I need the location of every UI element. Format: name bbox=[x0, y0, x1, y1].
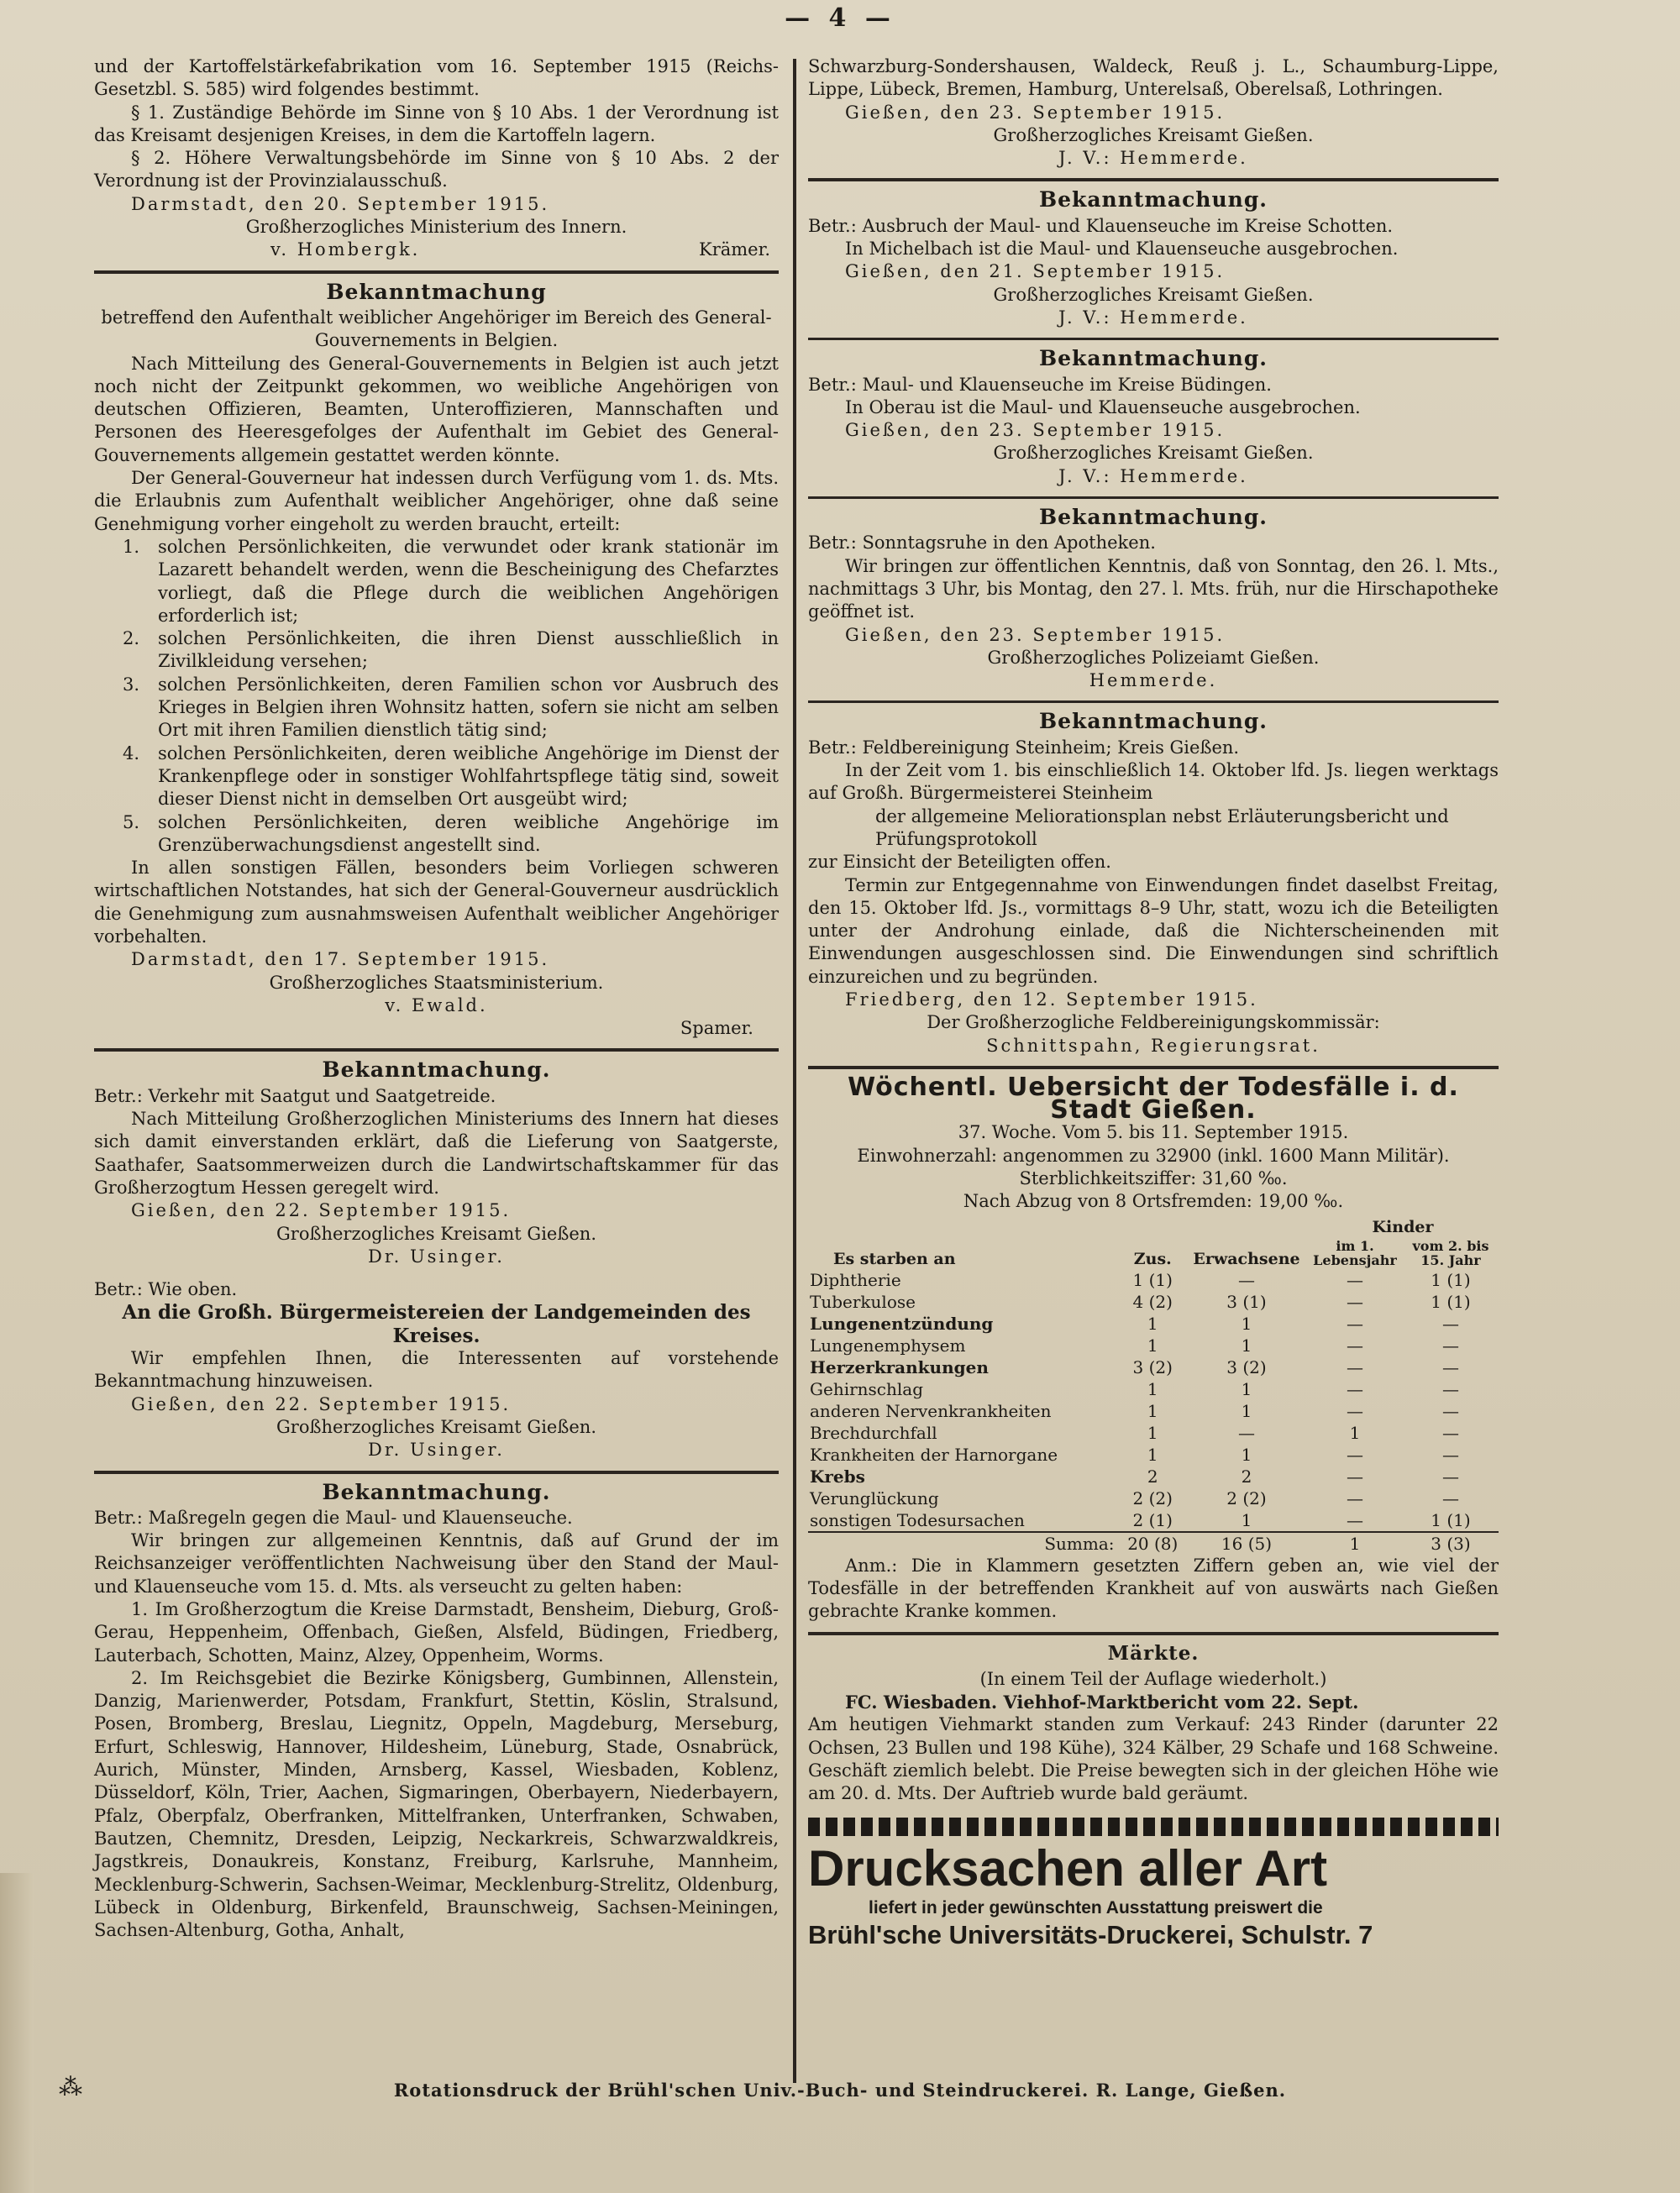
table-row bbox=[808, 1487, 1499, 1509]
list-item: 4. solchen Persönlichkeiten, deren weibliche Angehörige im Dienst der Krankenpflege oder in sonstiger Wohlfahrtspflege tätig sind, soweit dieser Dienst nicht in demselben Ort ausgeübt wird; bbox=[123, 742, 779, 810]
section-rule bbox=[808, 178, 1499, 181]
place-date: Gießen, den 23. September 1915. bbox=[845, 624, 1226, 645]
table-cell: — bbox=[1347, 1356, 1363, 1377]
ad-border bbox=[808, 1818, 1499, 1836]
signature: Krämer. bbox=[699, 239, 770, 260]
paragraph: In Michelbach ist die Maul- und Klauenseuche ausgebrochen. bbox=[845, 239, 1399, 260]
table-cell: Brechdurchfall bbox=[810, 1422, 937, 1443]
stats-population: Einwohnerzahl: angenommen zu 32900 (inkl. 1600 Mann Militär). bbox=[857, 1145, 1450, 1166]
notice-feldbereinigung bbox=[808, 710, 1499, 1057]
printer-imprint: Rotationsdruck der Brühl'schen Univ.-Buch- und Steindruckerei. R. Lange, Gießen. bbox=[393, 2080, 1287, 2101]
notice-kartoffel bbox=[94, 55, 779, 262]
table-cell: 2 (1) bbox=[1132, 1509, 1173, 1530]
paragraph: zur Einsicht der Beteiligten offen. bbox=[808, 852, 1111, 873]
signature: Schnittspahn, Regierungsrat. bbox=[986, 1035, 1320, 1056]
numbered-list bbox=[94, 536, 779, 857]
authority: Großherzogliches Kreisamt Gießen. bbox=[993, 443, 1314, 464]
table-cell: 1 bbox=[1147, 1444, 1158, 1465]
ornament: ⁂ bbox=[59, 2073, 86, 2101]
section-rule bbox=[808, 496, 1499, 499]
table-cell: 1 bbox=[1147, 1422, 1158, 1443]
stats-title: Wöchentl. Uebersicht der Todesfälle i. d. Stadt Gießen. bbox=[848, 1072, 1459, 1125]
subject-line: Betr.: Wie oben. bbox=[94, 1279, 238, 1300]
table-row bbox=[808, 1400, 1499, 1422]
paragraph: und der Kartoffelstärkefabrikation vom 16. September 1915 (Reichs-Gesetzbl. S. 585) wird folgendes bestimmt. bbox=[94, 56, 779, 100]
table-cell: 1 bbox=[1241, 1378, 1252, 1399]
table-row bbox=[808, 1422, 1499, 1444]
table-cell: — bbox=[1442, 1335, 1459, 1356]
notice-title: Bekanntmachung. bbox=[322, 1057, 551, 1083]
table-cell: — bbox=[1347, 1291, 1363, 1312]
table-cell: 1 bbox=[1147, 1313, 1158, 1334]
table-cell: sonstigen Todesursachen bbox=[810, 1509, 1025, 1530]
table-cell: — bbox=[1442, 1313, 1459, 1334]
place-date: Gießen, den 22. September 1915. bbox=[131, 1393, 512, 1414]
table-cell: 3 (2) bbox=[1132, 1356, 1173, 1377]
table-cell: Krebs bbox=[810, 1466, 865, 1487]
place-date: Gießen, den 23. September 1915. bbox=[845, 420, 1226, 441]
table-row bbox=[808, 1313, 1499, 1335]
signature: J. V.: Hemmerde. bbox=[1058, 148, 1248, 169]
table-cell: 1 (1) bbox=[1431, 1509, 1471, 1530]
table-row bbox=[808, 1291, 1499, 1313]
table-row bbox=[808, 1378, 1499, 1400]
table-cell: — bbox=[1238, 1269, 1255, 1290]
table-cell: 1 bbox=[1241, 1400, 1252, 1421]
stats-rate-adjusted: Nach Abzug von 8 Ortsfremden: 19,00 ‰. bbox=[963, 1191, 1344, 1212]
paragraph: In Oberau ist die Maul- und Klauenseuche ausgebrochen. bbox=[845, 396, 1361, 417]
signature: v. Ewald. bbox=[385, 994, 488, 1015]
page-number: — 4 — bbox=[785, 3, 895, 33]
section-rule bbox=[808, 1066, 1499, 1069]
table-header: Es starben an bbox=[833, 1249, 956, 1268]
place-date: Friedberg, den 12. September 1915. bbox=[845, 989, 1258, 1010]
table-cell: 1 bbox=[1241, 1444, 1252, 1465]
print-advertisement bbox=[808, 1841, 1499, 1951]
subject-line: Betr.: Verkehr mit Saatgut und Saatgetreide. bbox=[94, 1085, 496, 1106]
table-cell: — bbox=[1442, 1466, 1459, 1487]
notice-subtitle: betreffend den Aufenthalt weiblicher Angehöriger im Bereich des General-Gouvernements in Belgien. bbox=[101, 307, 772, 351]
paragraph: Schwarzburg-Sondershausen, Waldeck, Reuß j. L., Schaumburg-Lippe, Lippe, Lübeck, Bremen, Hamburg, Unterelsaß, Oberelsaß, Lothringen. bbox=[808, 56, 1499, 100]
paragraph: Nach Mitteilung des General-Gouvernements in Belgien ist auch jetzt noch nicht der Zeitpunkt gekommen, wo weibliche Angehörigen von deutschen Offizieren, Beamten, Unteroffizieren, Mannschaften und Personen des Heeresgefolges der Aufenthalt im Gebiet des General-Gouvernements allgemein gestattet werden könnte. bbox=[94, 353, 779, 465]
table-cell: — bbox=[1347, 1509, 1363, 1530]
ad-tagline: liefert in jeder gewünschten Ausstattung preiswert die bbox=[869, 1897, 1323, 1918]
ad-firm: Brühl'sche Universitäts-Druckerei, Schulstr. 7 bbox=[808, 1919, 1373, 1949]
table-row bbox=[808, 1335, 1499, 1356]
table-cell: — bbox=[1442, 1444, 1459, 1465]
markets bbox=[808, 1642, 1499, 1806]
table-cell: Verunglückung bbox=[810, 1487, 939, 1508]
notice-title: Bekanntmachung bbox=[326, 279, 547, 304]
table-cell: 1 (1) bbox=[1132, 1269, 1173, 1290]
notice-seuche-fortsetzung bbox=[808, 55, 1499, 170]
table-cell: — bbox=[1238, 1422, 1255, 1443]
paragraph: Termin zur Entgegennahme von Einwendungen findet daselbst Freitag, den 15. Oktober lfd. Js., vormittags 8–9 Uhr, statt, wozu ich die Beteiligten unter der Androhung einlade, daß die Nichterscheinenden mit Einwendungen ausgeschlossen sind. Die Einwendungen sind schriftlich einzureichen und zu begründen. bbox=[808, 874, 1499, 987]
table-cell: 1 bbox=[1147, 1335, 1158, 1356]
stats-week: 37. Woche. Vom 5. bis 11. September 1915. bbox=[958, 1122, 1349, 1143]
table-cell: — bbox=[1347, 1466, 1363, 1487]
paragraph: § 2. Höhere Verwaltungsbehörde im Sinne von § 10 Abs. 2 der Verordnung ist der Provinzialausschuß. bbox=[94, 148, 779, 191]
notice-title: Bekanntmachung. bbox=[1038, 505, 1268, 530]
subject-line: Betr.: Ausbruch der Maul- und Klauenseuche im Kreise Schotten. bbox=[808, 215, 1394, 236]
table-row bbox=[808, 1509, 1499, 1532]
table-cell: 1 (1) bbox=[1431, 1291, 1471, 1312]
authority: Großherzogliches Kreisamt Gießen. bbox=[276, 1223, 596, 1244]
table-cell: 1 bbox=[1241, 1313, 1252, 1334]
table-cell: 1 (1) bbox=[1431, 1269, 1471, 1290]
table-cell: 3 (2) bbox=[1226, 1356, 1267, 1377]
table-cell: anderen Nervenkrankheiten bbox=[810, 1400, 1052, 1421]
paragraph: Wir bringen zur öffentlichen Kenntnis, daß von Sonntag, den 26. l. Mts., nachmittags 3 Uhr, bis Montag, den 27. l. Mts. früh, nur die Hirschapotheke geöffnet ist. bbox=[808, 555, 1499, 622]
table-cell: 1 bbox=[1241, 1509, 1252, 1530]
table-cell: Herzerkrankungen bbox=[810, 1356, 989, 1377]
table-body bbox=[808, 1269, 1499, 1532]
table-cell: Lungenemphysem bbox=[810, 1335, 966, 1356]
authority: Großherzogliches Staatsministerium. bbox=[269, 972, 604, 993]
signature: Dr. Usinger. bbox=[368, 1440, 505, 1461]
table-cell: Gehirnschlag bbox=[810, 1378, 923, 1399]
table-cell: 2 bbox=[1241, 1466, 1252, 1487]
place-date: Darmstadt, den 17. September 1915. bbox=[131, 949, 550, 970]
page-edge-wear bbox=[0, 1873, 34, 2193]
table-cell: — bbox=[1347, 1269, 1363, 1290]
table-cell: Krankheiten der Harnorgane bbox=[810, 1444, 1058, 1465]
table-header: vom 2. bis 15. Jahr bbox=[1412, 1237, 1489, 1268]
table-cell: 2 (2) bbox=[1132, 1487, 1173, 1508]
section-rule bbox=[94, 1471, 779, 1474]
section-rule bbox=[808, 1632, 1499, 1635]
signature: Spamer. bbox=[680, 1018, 753, 1039]
subject-line: Betr.: Maßregeln gegen die Maul- und Klauenseuche. bbox=[94, 1507, 573, 1528]
table-row bbox=[808, 1444, 1499, 1466]
notice-saatgut bbox=[94, 1058, 779, 1461]
table-sum-row: Summa: 20 (8) 16 (5) 1 3 (3) bbox=[808, 1532, 1499, 1555]
table-cell: — bbox=[1347, 1378, 1363, 1399]
table-cell: 1 bbox=[1241, 1335, 1252, 1356]
table-cell: 4 (2) bbox=[1132, 1291, 1173, 1312]
ad-headline: Drucksachen aller Art bbox=[808, 1839, 1328, 1897]
section-rule bbox=[808, 700, 1499, 703]
markets-head: FC. Wiesbaden. Viehhof-Marktbericht vom 22. Sept. bbox=[845, 1692, 1359, 1713]
table-cell: 1 bbox=[1349, 1422, 1361, 1443]
paragraph: Der General-Gouverneur hat indessen durch Verfügung vom 1. ds. Mts. die Erlaubnis zum Aufenthalt weiblicher Angehöriger, ohne daß seine Genehmigung vorher eingeholt zu werden braucht, erteilt: bbox=[94, 468, 779, 534]
table-cell: 1 bbox=[1147, 1378, 1158, 1399]
list-item: 1. solchen Persönlichkeiten, die verwundet oder krank stationär im Lazarett behandelt werden, wenn die Bescheinigung des Chefarztes vorliegt, daß die Pflege durch die weiblichen Angehörigen erforderlich ist; bbox=[123, 536, 779, 626]
table-row bbox=[808, 1269, 1499, 1291]
signatures bbox=[94, 239, 779, 261]
paragraph: 1. Im Großherzogtum die Kreise Darmstadt, Bensheim, Dieburg, Groß-Gerau, Heppenheim, Offenbach, Gießen, Alsfeld, Büdingen, Friedberg, Lauterbach, Schotten, Mainz, Alzey, Oppenheim, Worms. bbox=[94, 1599, 779, 1666]
table-cell: — bbox=[1347, 1335, 1363, 1356]
table-row bbox=[808, 1356, 1499, 1378]
markets-title: Märkte. bbox=[1107, 1641, 1200, 1665]
table-header: im 1. Lebensjahr bbox=[1313, 1237, 1397, 1268]
list-item: 3. solchen Persönlichkeiten, deren Familien schon vor Ausbruch des Krieges in Belgien ihren Wohnsitz hatten, sofern sie nicht am selben Ort mit ihren Familien dienstlich tätig sind; bbox=[123, 674, 779, 741]
signature: v. Hombergk. bbox=[270, 239, 421, 260]
table-cell: Lungenentzündung bbox=[810, 1313, 994, 1334]
authority: Großherzogliches Kreisamt Gießen. bbox=[276, 1416, 596, 1437]
notice-apotheken bbox=[808, 506, 1499, 692]
table-cell: — bbox=[1347, 1400, 1363, 1421]
table-cell: Diphtherie bbox=[810, 1269, 901, 1290]
notice-title: Bekanntmachung. bbox=[1038, 709, 1268, 734]
notice-title: Bekanntmachung. bbox=[1038, 346, 1268, 371]
paragraph: Nach Mitteilung Großherzoglichen Ministeriums des Innern hat dieses sich damit einverstanden erklärt, daß die Lieferung von Saatgerste, Saathafer, Saatsommerweizen durch die Landwirtschaftskammer für das Großherzogtum Hessen geregelt wird. bbox=[94, 1109, 779, 1198]
section-rule bbox=[808, 338, 1499, 340]
addressee: An die Großh. Bürgermeistereien der Landgemeinden des Kreises. bbox=[122, 1301, 751, 1347]
notice-belgien bbox=[94, 281, 779, 1041]
signature: Dr. Usinger. bbox=[368, 1246, 505, 1267]
paragraph: Wir bringen zur allgemeinen Kenntnis, daß auf Grund der im Reichsanzeiger veröffentlichten Nachweisung über den Stand der Maul- und Klauenseuche vom 15. d. Mts. als verseucht zu gelten haben: bbox=[94, 1530, 779, 1597]
paragraph: In der Zeit vom 1. bis einschließlich 14. Oktober lfd. Js. liegen werktags auf Großh. Bürgermeisterei Steinheim bbox=[808, 760, 1499, 804]
place-date: Gießen, den 21. September 1915. bbox=[845, 261, 1226, 282]
table-cell: — bbox=[1442, 1378, 1459, 1399]
notice-schotten bbox=[808, 188, 1499, 329]
paragraph: 2. Im Reichsgebiet die Bezirke Königsberg, Gumbinnen, Allenstein, Danzig, Marienwerder, Potsdam, Frankfurt, Stettin, Köslin, Stralsund, Posen, Bromberg, Breslau, Liegnitz, Oppeln, Magdeburg, Merseburg, Erfurt, Schleswig, Hannover, Hildesheim, Lüneburg, Stade, Osnabrück, Aurich, Münster, Minden, Arnsberg, Kassel, Wiesbaden, Koblenz, Düsseldorf, Köln, Trier, Aachen, Sigmaringen, Oberbayern, Niederbayern, Pfalz, Oberpfalz, Oberfranken, Mittelfranken, Unterfranken, Schwaben, Bautzen, Chemnitz, Dresden, Leipzig, Neckarkreis, Schwarzwaldkreis, Jagstkreis, Donaukreis, Konstanz, Freiburg, Karlsruhe, Mannheim, Mecklenburg-Schwerin, Sachsen-Weimar, Mecklenburg-Strelitz, Oldenburg, Lübeck in Oldenburg, Birkenfeld, Braunschweig, Sachsen-Meiningen, Sachsen-Altenburg, Gotha, Anhalt, bbox=[94, 1667, 779, 1941]
table-row bbox=[808, 1466, 1499, 1487]
place-date: Gießen, den 22. September 1915. bbox=[131, 1200, 512, 1221]
table-cell: — bbox=[1442, 1400, 1459, 1421]
table-cell: — bbox=[1442, 1422, 1459, 1443]
table-cell: — bbox=[1347, 1313, 1363, 1334]
list-item: 5. solchen Persönlichkeiten, deren weibliche Angehörige im Grenzüberwachungsdienst angestellt sind. bbox=[123, 811, 779, 855]
table-header: Kinder bbox=[1372, 1217, 1434, 1236]
table-cell: — bbox=[1347, 1444, 1363, 1465]
column-divider bbox=[793, 59, 796, 2083]
table-cell: 3 (1) bbox=[1226, 1291, 1267, 1312]
table-cell: 2 (2) bbox=[1226, 1487, 1267, 1508]
place-date: Darmstadt, den 20. September 1915. bbox=[131, 193, 550, 214]
table-cell: Tuberkulose bbox=[810, 1291, 916, 1312]
list-item: 2. solchen Persönlichkeiten, die ihren Dienst ausschließlich in Zivilkleidung versehen; bbox=[123, 628, 779, 672]
table-cell: — bbox=[1442, 1356, 1459, 1377]
markets-report: Am heutigen Viehmarkt standen zum Verkauf: 243 Rinder (darunter 22 Ochsen, 23 Bullen und 198 Kühe), 324 Kälber, 29 Schafe und 168 Schweine. Geschäft ziemlich belebt. Die Preise bewegten sich in der gleichen Höhe wie am 20. d. Mts. Der Auftrieb wurde bald geräumt. bbox=[808, 1714, 1499, 1804]
signature: J. V.: Hemmerde. bbox=[1058, 307, 1248, 328]
markets-sub: (In einem Teil der Auflage wiederholt.) bbox=[979, 1668, 1327, 1689]
table-cell: — bbox=[1347, 1487, 1363, 1508]
stats-rate: Sterblichkeitsziffer: 31,60 ‰. bbox=[1019, 1168, 1288, 1189]
table-cell: 2 bbox=[1147, 1466, 1158, 1487]
death-statistics bbox=[808, 1072, 1499, 1624]
authority: Großherzogliches Kreisamt Gießen. bbox=[993, 124, 1314, 145]
death-table bbox=[808, 1217, 1499, 1555]
signature: J. V.: Hemmerde. bbox=[1058, 465, 1248, 486]
stats-note: Anm.: Die in Klammern gesetzten Ziffern geben an, wie viel der Todesfälle in der betreffenden Krankheit auf von auswärts nach Gießen gebrachte Kranke kommen. bbox=[808, 1555, 1499, 1622]
subject-line: Betr.: Maul- und Klauenseuche im Kreise Büdingen. bbox=[808, 374, 1272, 395]
paragraph: § 1. Zuständige Behörde im Sinne von § 10 Abs. 1 der Verordnung ist das Kreisamt desjenigen Kreises, in dem die Kartoffeln lagern. bbox=[94, 102, 779, 145]
notice-title: Bekanntmachung. bbox=[322, 1479, 551, 1504]
notice-buedingen bbox=[808, 347, 1499, 488]
authority: Großherzogliches Kreisamt Gießen. bbox=[993, 284, 1314, 305]
table-cell: 1 bbox=[1147, 1400, 1158, 1421]
place-date: Gießen, den 23. September 1915. bbox=[845, 102, 1226, 123]
subject-line: Betr.: Sonntagsruhe in den Apotheken. bbox=[808, 533, 1156, 553]
authority: Großherzogliches Polizeiamt Gießen. bbox=[987, 647, 1320, 668]
authority: Großherzogliches Ministerium des Innern. bbox=[245, 217, 627, 238]
notice-title: Bekanntmachung. bbox=[1038, 187, 1268, 212]
right-column bbox=[808, 55, 1499, 1951]
table-cell: — bbox=[1442, 1487, 1459, 1508]
table-header: Erwachsene bbox=[1193, 1249, 1300, 1268]
left-column bbox=[94, 55, 779, 1942]
paragraph: In allen sonstigen Fällen, besonders beim Vorliegen schweren wirtschaftlichen Notstandes, hat sich der General-Gouverneur ausdrücklich die Genehmigung zum ausnahmsweisen Aufenthalt weiblicher Angehöriger vorbehalten. bbox=[94, 858, 779, 947]
section-rule bbox=[94, 270, 779, 274]
table-header: Zus. bbox=[1133, 1249, 1172, 1268]
paragraph: Wir empfehlen Ihnen, die Interessenten auf vorstehende Bekanntmachung hinzuweisen. bbox=[94, 1348, 779, 1392]
signature: Hemmerde. bbox=[1089, 670, 1218, 691]
paragraph: der allgemeine Meliorationsplan nebst Erläuterungsbericht und Prüfungsprotokoll bbox=[875, 805, 1449, 849]
section-rule bbox=[94, 1048, 779, 1052]
authority: Der Großherzogliche Feldbereinigungskommissär: bbox=[927, 1012, 1380, 1033]
subject-line: Betr.: Feldbereinigung Steinheim; Kreis Gießen. bbox=[808, 737, 1240, 758]
notice-seuche-liste bbox=[94, 1481, 779, 1943]
